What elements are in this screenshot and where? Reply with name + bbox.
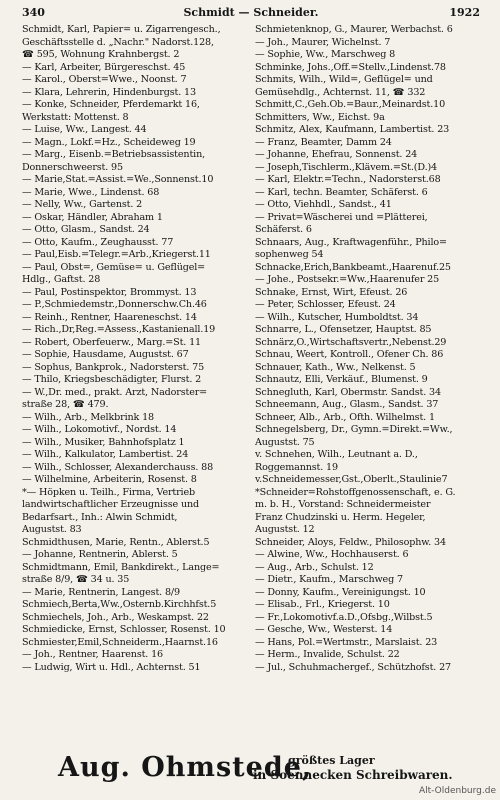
directory-entry-line: Schmitters, Ww., Eichst. 9a — [255, 111, 385, 123]
ad-line-2: in Soennecken Schreibwaren. — [253, 768, 453, 782]
directory-entry-line: — Thilo, Kriegsbeschädigter, Flurst. 2 — [22, 374, 202, 385]
directory-entry-line: Augustst. 75 — [255, 436, 315, 448]
directory-entry-line: Schnauer, Kath., Ww., Nelkenst. 5 — [255, 361, 416, 373]
directory-entry-line: — Donny, Kaufm., Vereinigungst. 10 — [255, 586, 426, 598]
directory-entry-line: Schmiechels, Joh., Arb., Weskampst. 22 — [22, 611, 209, 623]
directory-entry-line: Schminke, Johs.,Off.=Stellv.,Lindenst.78 — [255, 61, 446, 73]
directory-entry-line: Schneider, Aloys, Feldw., Philosophw. 34 — [255, 536, 446, 548]
directory-entry-line: *— Höpken u. Teilh., Firma, Vertrieb — [22, 486, 195, 498]
directory-entry-line: Schnau, Weert, Kontroll., Ofener Ch. 86 — [255, 349, 444, 360]
directory-entry-line: — Joh., Rentner, Haarenst. 16 — [22, 649, 163, 660]
directory-entry-line: Schnaars, Aug., Kraftwagenführ., Philo= — [255, 236, 447, 248]
right-column — [255, 24, 488, 744]
directory-entry-line: — Fr.,Lokomotivf.a.D.,Ofsbg.,Wilbst.5 — [255, 611, 433, 623]
directory-entry-line: Schmitt,C.,Geh.Ob.=Baur.,Meinardst.10 — [255, 99, 446, 110]
directory-entry-line: Schmiedicke, Ernst, Schlosser, Rosenst. 10 — [22, 624, 226, 635]
directory-entry-line: — Johanne, Rentnerin, Ablerst. 5 — [22, 549, 178, 560]
directory-entry-line: — Sophie, Hausdame, Augustst. 67 — [22, 349, 189, 360]
directory-entry-line: — Peter, Schlosser, Efeust. 24 — [255, 299, 396, 310]
ad-name: Aug. Ohmstede, — [58, 752, 313, 783]
directory-entry-line: Donnerschweerst. 95 — [22, 161, 123, 173]
directory-entry-line: — Wilh., Lokomotivf., Nordst. 14 — [22, 424, 177, 435]
directory-entry-line: — Wilh., Musiker, Bahnhofsplatz 1 — [22, 436, 185, 448]
directory-entry-line: Schnacke,Erich,Bankbeamt.,Haarenuf.25 — [255, 261, 451, 273]
directory-entry-line: — Johanne, Ehefrau, Sonnenst. 24 — [255, 149, 418, 160]
directory-entry-line: m. b. H., Vorstand: Schneidermeister — [255, 499, 431, 510]
directory-entry-line: Schnautz, Elli, Verkäuf., Blumenst. 9 — [255, 374, 428, 385]
directory-entry-line: — Sophie, Ww., Marschweg 8 — [255, 49, 396, 60]
directory-entry-line: Schmidthusen, Marie, Rentn., Ablerst.5 — [22, 536, 210, 548]
directory-entry-line: Bedarfsart., Inh.: Alwin Schmidt, — [22, 511, 178, 523]
directory-entry-line: *Schneider=Rohstoffgenossenschaft, e. G. — [255, 486, 456, 498]
directory-entry-line: Schnarre, L., Ofensetzer, Hauptst. 85 — [255, 324, 432, 335]
directory-entry-line: Schäferst. 6 — [255, 224, 312, 235]
directory-entry-line: ☎ 595, Wohnung Krahnbergst. 2 — [22, 49, 180, 60]
directory-entry-line: — Otto, Glasm., Sandst. 24 — [22, 224, 150, 235]
directory-entry-line: Werkstatt: Mottenst. 8 — [22, 111, 129, 123]
directory-entry-line: Schnake, Ernst, Wirt, Efeust. 26 — [255, 286, 408, 298]
directory-entry-line: — Konke, Schneider, Pferdemarkt 16, — [22, 99, 200, 110]
directory-entry-line: — Reinh., Rentner, Haareneschst. 14 — [22, 311, 197, 323]
directory-entry-line: — Alwine, Ww., Hochhauserst. 6 — [255, 549, 409, 560]
directory-entry-line: — Joseph,Tischlerm.,Klävem.=St.(D.)4 — [255, 161, 438, 173]
directory-entry-line: Geschäftsstelle d. „Nachr." Nadorst.128, — [22, 36, 214, 48]
directory-entry-line: Schmiech,Berta,Ww.,Osternb.Kirchhfst.5 — [22, 599, 217, 610]
directory-entry-line: — Marie,Stat.=Assist.=We.,Sonnenst.10 — [22, 174, 214, 185]
directory-entry-line: — Karl, Elektr.=Techn., Nadorsterst.68 — [255, 174, 441, 185]
directory-entry-line: — Luise, Ww., Langest. 44 — [22, 124, 147, 135]
advertisement — [58, 752, 478, 782]
directory-entry-line: — Sophus, Bankprok., Nadorsterst. 75 — [22, 361, 205, 373]
directory-entry-line: — Otto, Viehhdl., Sandst., 41 — [255, 199, 392, 210]
directory-entry-line: — Rich.,Dr,Reg.=Assess.,Kastanienall.19 — [22, 324, 216, 335]
directory-entry-line: Augustst. 12 — [255, 524, 315, 535]
directory-entry-line: sophenweg 54 — [255, 249, 324, 260]
directory-entry-line: — Robert, Oberfeuerw., Marg.=St. 11 — [22, 336, 202, 348]
directory-entry-line: Schmietenknop, G., Maurer, Werbachst. 6 — [255, 24, 453, 35]
directory-entry-line: landwirtschaftlicher Erzeugnisse und — [22, 499, 199, 510]
directory-entry-line: Schneemann, Aug., Glasm., Sandst. 37 — [255, 399, 439, 410]
directory-entry-line: Schnegelsberg, Dr., Gymn.=Direkt.=Ww., — [255, 424, 453, 435]
page-title: Schmidt — Schneider. — [183, 6, 319, 19]
directory-entry-line: Schmidtmann, Emil, Bankdirekt., Lange= — [22, 561, 220, 573]
year-label: 1922 — [449, 6, 480, 19]
directory-entry-line: — Johe., Postsekr.=Ww.,Haarenufer 25 — [255, 274, 440, 285]
directory-entry-line: — Gesche, Ww., Westerst. 14 — [255, 624, 393, 635]
directory-entry-line: — Marie, Wwe., Lindenst. 68 — [22, 186, 160, 198]
directory-entry-line: — Jul., Schuhmachergef., Schützhofst. 27 — [255, 661, 451, 673]
directory-entry-line: — Dietr., Kaufm., Marschweg 7 — [255, 574, 403, 585]
directory-entry-line: — Nelly, Ww., Gartenst. 2 — [22, 199, 143, 210]
ad-line-1: größtes Lager — [288, 754, 375, 767]
directory-entry-line: — Paul, Postinspektor, Brommyst. 13 — [22, 286, 197, 298]
directory-entry-line: Schmiester,Emil,Schneiderm.,Haarnst.16 — [22, 636, 218, 648]
directory-entry-line: — Karol., Oberst=Wwe., Noonst. 7 — [22, 74, 187, 85]
directory-entry-line: Schmidt, Karl, Papier= u. Zigarrengesch., — [22, 24, 221, 35]
watermark: Alt-Oldenburg.de — [418, 786, 496, 796]
directory-entry-line: — P.,Schmiedemstr.,Donnerschw.Ch.46 — [22, 299, 207, 310]
directory-entry-line: — Ludwig, Wirt u. Hdl., Achternst. 51 — [22, 661, 201, 673]
directory-entry-line: — Elisab., Frl., Kriegerst. 10 — [255, 599, 390, 610]
directory-entry-line: — Marie, Rentnerin, Langest. 8/9 — [22, 586, 180, 598]
directory-entry-line: — Klara, Lehrerin, Hindenburgst. 13 — [22, 86, 196, 98]
directory-entry-line: — Aug., Arb., Schulst. 12 — [255, 561, 374, 573]
directory-entry-line: — Paul,Eisb.=Telegr.=Arb.,Kriegerst.11 — [22, 249, 211, 260]
directory-entry-line: — Privat=Wäscherei und =Plätterei, — [255, 211, 428, 223]
directory-entry-line: Schnärz,O.,Wirtschaftsvertr.,Nebenst.29 — [255, 336, 447, 348]
directory-entry-line: — Joh., Maurer, Wichelnst. 7 — [255, 36, 391, 48]
directory-entry-line: Franz Chudzinski u. Herm. Hegeler, — [255, 511, 426, 523]
directory-entry-line: straße 8/9, ☎ 34 u. 35 — [22, 574, 130, 585]
directory-entry-line: Schneer, Alb., Arb., Ofth. Wilhelmst. 1 — [255, 411, 435, 423]
directory-entry-line: — Paul, Obst=, Gemüse= u. Geflügel= — [22, 261, 206, 273]
directory-entry-line: v. Schnehen, Wilh., Leutnant a. D., — [255, 449, 418, 460]
directory-entry-line: v.Schneidemesser,Gst.,Oberlt.,Staulinie7 — [255, 474, 448, 485]
directory-entry-line: Augustst. 83 — [22, 524, 82, 535]
directory-entry-line: — Herm., Invalide, Schulst. 22 — [255, 649, 400, 660]
left-column — [22, 24, 255, 744]
directory-entry-line: — Wilh., Kutscher, Humboldtst. 34 — [255, 311, 419, 323]
directory-entry-line: — Wilhelmine, Arbeiterin, Rosenst. 8 — [22, 474, 197, 485]
directory-entry-line: — Marg., Eisenb.=Betriebsassistentin, — [22, 149, 205, 160]
directory-entry-line: — Otto, Kaufm., Zeughausst. 77 — [22, 236, 174, 248]
page-number: 340 — [22, 6, 45, 19]
directory-entry-line: Schnegluth, Karl, Obermstr. Sandst. 34 — [255, 386, 441, 398]
directory-entry-line: Schmits, Wilh., Wild=, Geflügel= und — [255, 74, 433, 85]
directory-entry-line: — Oskar, Händler, Abraham 1 — [22, 211, 163, 223]
directory-entry-line: — Karl, techn. Beamter, Schäferst. 6 — [255, 186, 428, 198]
page-header — [22, 6, 480, 22]
directory-entry-line: Schmitz, Alex, Kaufmann, Lambertist. 23 — [255, 124, 450, 135]
directory-entry-line: — Magn., Lokf.=Hz., Scheideweg 19 — [22, 136, 196, 148]
directory-entry-line: Roggemannst. 19 — [255, 461, 338, 473]
directory-entry-line: Hdlg., Gaftst. 28 — [22, 274, 101, 285]
directory-entry-line: — Wilh., Arb., Melkbrink 18 — [22, 411, 154, 423]
directory-entry-line: straße 28, ☎ 479. — [22, 399, 109, 410]
directory-entry-line: — Karl, Arbeiter, Bürgereschst. 45 — [22, 61, 186, 73]
directory-entry-line: — Wilh., Schlosser, Alexanderchauss. 88 — [22, 461, 214, 473]
directory-entry-line: Gemüsehdlg., Achternst. 11, ☎ 332 — [255, 86, 426, 98]
directory-entry-line: — Hans, Pol.=Wertmstr., Marslaist. 23 — [255, 636, 438, 648]
directory-entry-line: — Franz, Beamter, Damm 24 — [255, 136, 392, 148]
directory-entry-line: — Wilh., Kalkulator, Lambertist. 24 — [22, 449, 189, 460]
directory-entry-line: — W.,Dr. med., prakt. Arzt, Nadorster= — [22, 386, 208, 398]
